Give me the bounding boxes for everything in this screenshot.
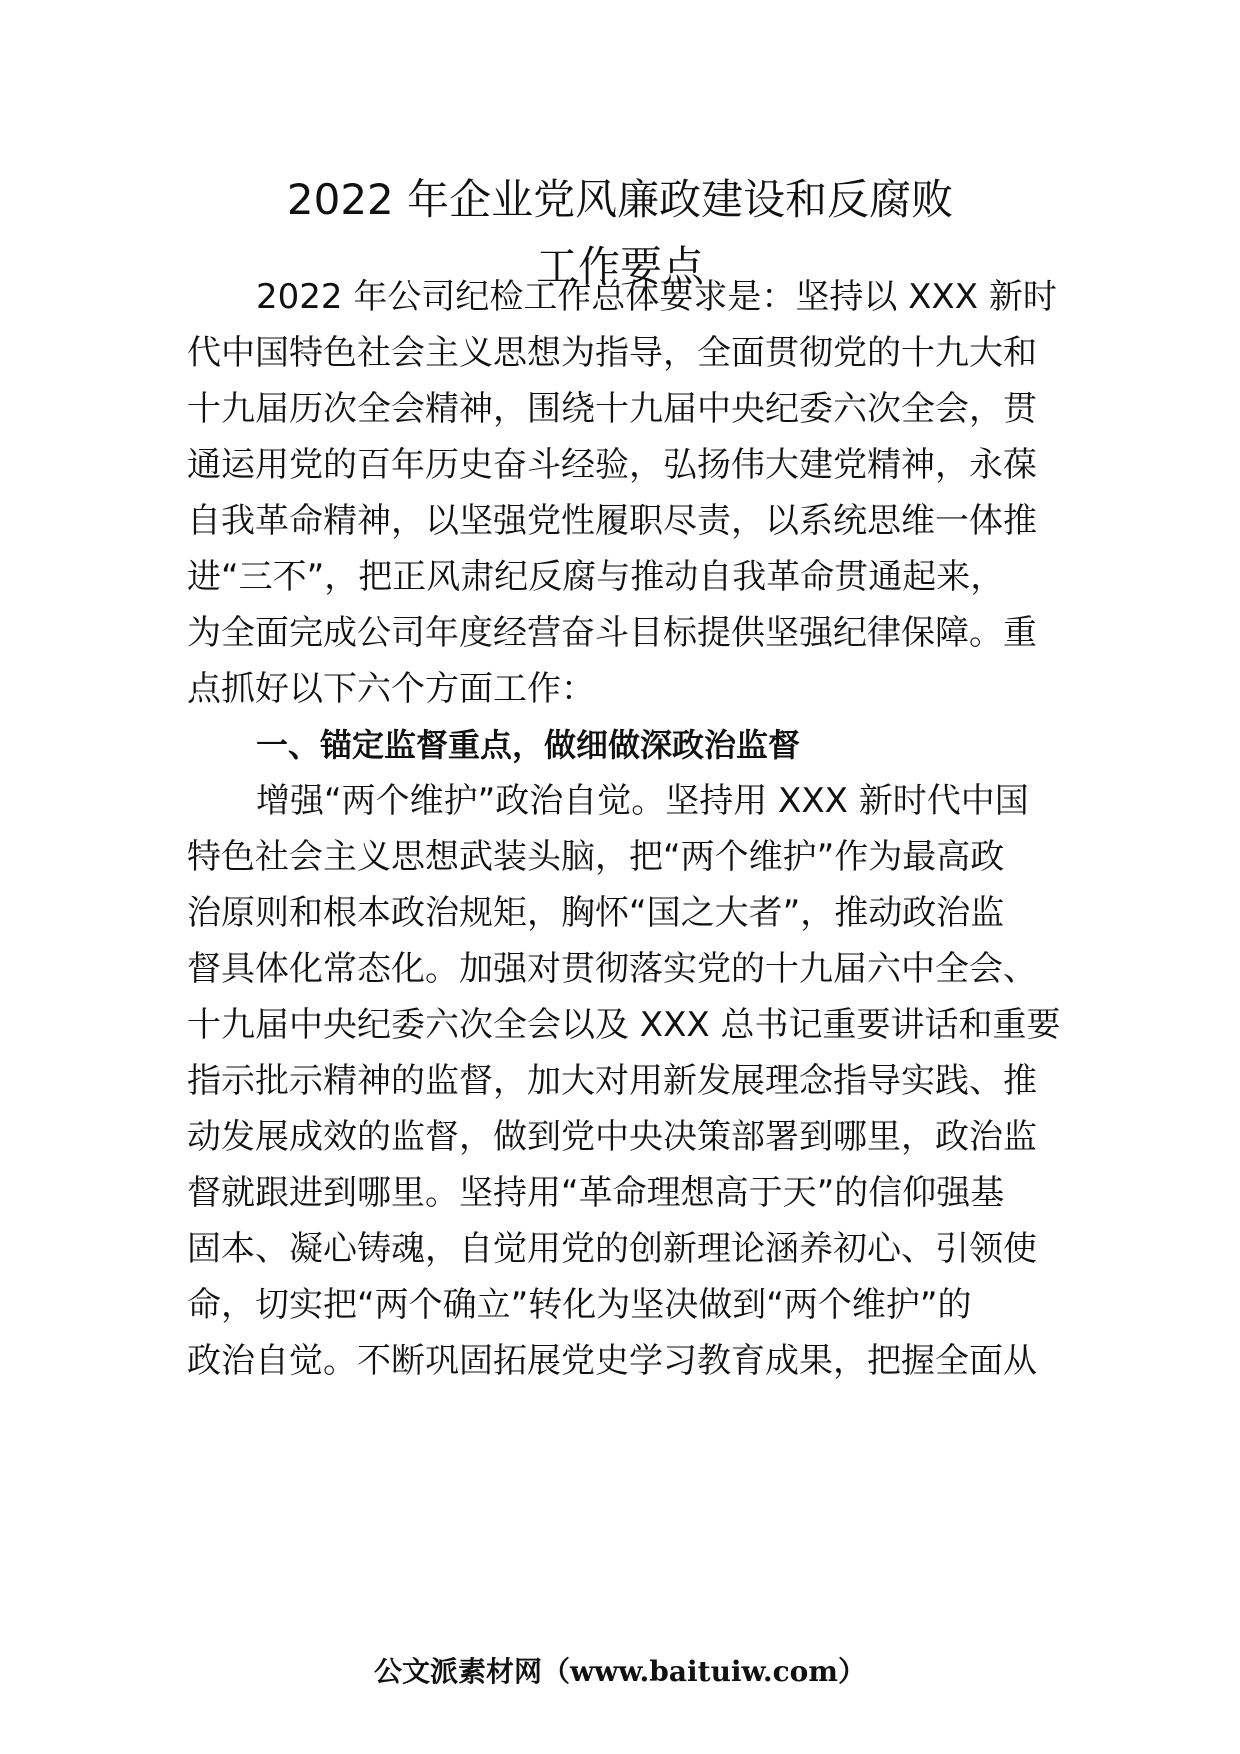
document-title-line1: 2022 年企业党风廉政建设和反腐败 bbox=[286, 175, 954, 224]
paragraph-line: 治原则和根本政治规矩，胸怀“国之大者”，推动政治监 bbox=[187, 893, 1005, 933]
paragraph-line: 动发展成效的监督，做到党中央决策部署到哪里，政治监 bbox=[187, 1117, 1037, 1157]
paragraph-line: 指示批示精神的监督，加大对用新发展理念指导实践、推 bbox=[187, 1061, 1037, 1101]
paragraph-line: 十九届中央纪委六次全会以及 XXX 总书记重要讲话和重要 bbox=[187, 1005, 1061, 1045]
paragraph-line: 通运用党的百年历史奋斗经验，弘扬伟大建党精神，永葆 bbox=[187, 445, 1037, 485]
paragraph-line: 自我革命精神，以坚强党性履职尽责，以系统思维一体推 bbox=[187, 501, 1037, 541]
paragraph-line: 政治自觉。不断巩固拓展党史学习教育成果，把握全面从 bbox=[187, 1341, 1037, 1381]
paragraph-line: 代中国特色社会主义思想为指导，全面贯彻党的十九大和 bbox=[187, 333, 1037, 373]
footer-watermark: 公文派素材网（www.baituiw.com） bbox=[374, 1655, 866, 1688]
paragraph-line: 增强“两个维护”政治自觉。坚持用 XXX 新时代中国 bbox=[256, 781, 1029, 821]
paragraph-line: 为全面完成公司年度经营奋斗目标提供坚强纪律保障。重 bbox=[187, 613, 1037, 653]
paragraph-line: 督就跟进到哪里。坚持用“革命理想高于天”的信仰强基 bbox=[187, 1173, 1005, 1213]
paragraph-line: 十九届历次全会精神，围绕十九届中央纪委六次全会，贯 bbox=[187, 389, 1037, 429]
paragraph-line: 进“三不”，把正风肃纪反腐与推动自我革命贯通起来， bbox=[187, 557, 1005, 597]
section-heading: 一、锚定监督重点，做细做深政治监督 bbox=[256, 726, 801, 764]
paragraph-line: 特色社会主义思想武装头脑，把“两个维护”作为最高政 bbox=[187, 837, 1005, 877]
paragraph-line: 固本、凝心铸魂，自觉用党的创新理论涵养初心、引领使 bbox=[187, 1229, 1037, 1269]
document-title-line2: 工作要点 bbox=[535, 242, 704, 291]
paragraph-line: 命，切实把“两个确立”转化为坚决做到“两个维护”的 bbox=[187, 1285, 972, 1325]
paragraph-line: 2022 年公司纪检工作总体要求是：坚持以 XXX 新时 bbox=[256, 277, 1057, 317]
paragraph-line: 督具体化常态化。加强对贯彻落实党的十九届六中全会、 bbox=[187, 949, 1037, 989]
paragraph-line: 点抓好以下六个方面工作： bbox=[187, 669, 595, 709]
